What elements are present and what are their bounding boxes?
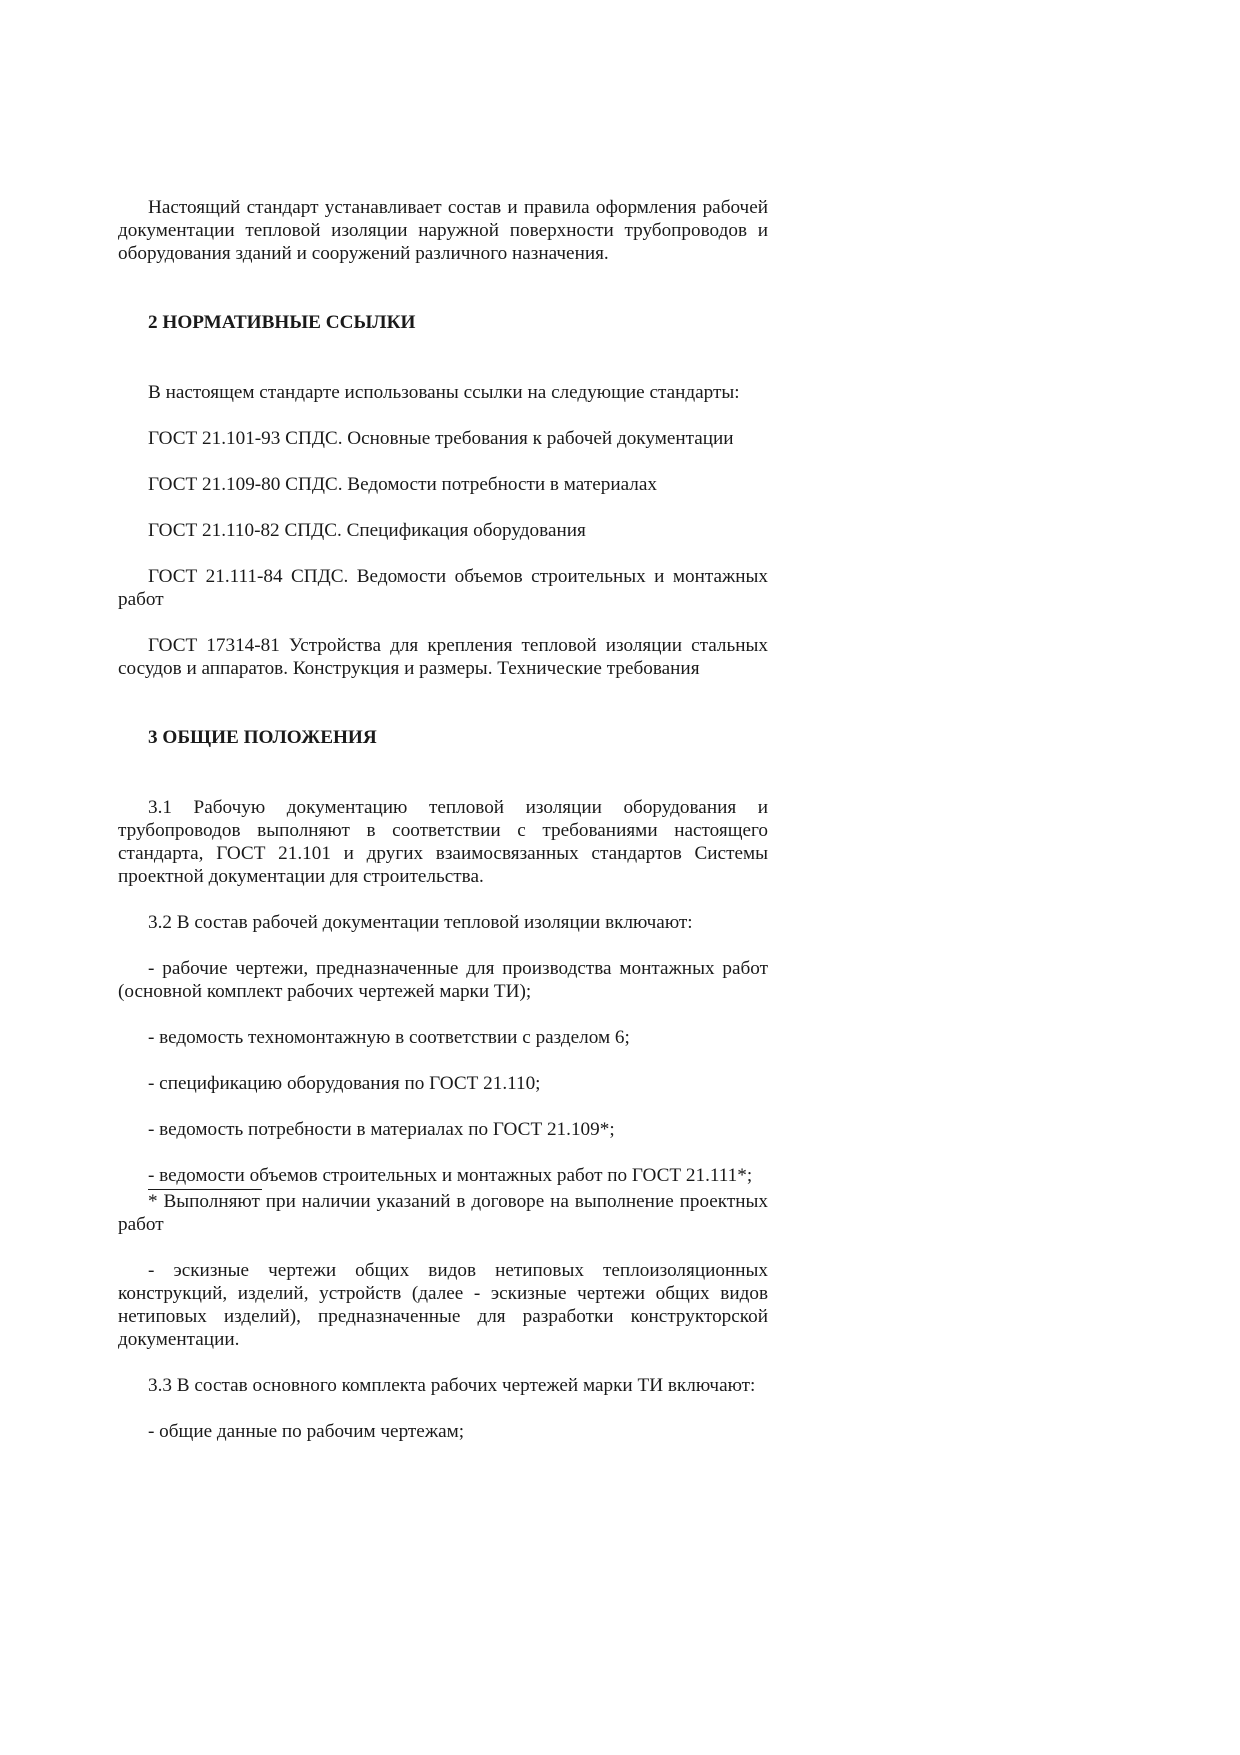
list-item: - общие данные по рабочим чертежам; <box>148 1421 465 1442</box>
list-item: - ведомость потребности в материалах по ГОСТ 21.109*; <box>148 1119 615 1140</box>
intro-paragraph: Настоящий стандарт устанавливает состав и правила оформления рабочей документации тепловой изоляции наружной поверхности трубопроводов и оборудования зданий и сооружений различного назначения. <box>118 197 768 264</box>
list-item: - спецификацию оборудования по ГОСТ 21.110; <box>148 1073 541 1094</box>
reference-item: ГОСТ 17314-81 Устройства для крепления тепловой изоляции стальных сосудов и аппаратов. Конструкция и размеры. Технические требования <box>118 635 768 679</box>
paragraph-3-2: 3.2 В состав рабочей документации тепловой изоляции включают: <box>148 912 693 933</box>
section-2-heading: 2 НОРМАТИВНЫЕ ССЫЛКИ <box>148 312 416 333</box>
reference-item: ГОСТ 21.101-93 СПДС. Основные требования к рабочей документации <box>148 428 734 449</box>
list-item: - ведомость техномонтажную в соответствии с разделом 6; <box>148 1027 630 1048</box>
section-2-lead: В настоящем стандарте использованы ссылки на следующие стандарты: <box>148 382 740 403</box>
paragraph-3-1: 3.1 Рабочую документацию тепловой изоляции оборудования и трубопроводов выполняют в соответствии с требованиями настоящего стандарта, ГОСТ 21.101 и других взаимосвязанных стандартов Системы проектной документации для строительства. <box>118 797 768 887</box>
footnote: * Выполняют при наличии указаний в договоре на выполнение проектных работ <box>118 1191 768 1235</box>
list-item: - эскизные чертежи общих видов нетиповых теплоизоляционных конструкций, изделий, устройств (далее - эскизные чертежи общих видов нетиповых изделий), предназначенные для разработки конструкторской документации. <box>118 1260 768 1350</box>
list-item: - ведомости объемов строительных и монтажных работ по ГОСТ 21.111*; <box>148 1165 753 1186</box>
document-page <box>118 196 768 1443</box>
reference-item: ГОСТ 21.111-84 СПДС. Ведомости объемов строительных и монтажных работ <box>118 566 768 610</box>
reference-item: ГОСТ 21.109-80 СПДС. Ведомости потребности в материалах <box>148 474 657 495</box>
list-item: - рабочие чертежи, предназначенные для производства монтажных работ (основной комплект рабочих чертежей марки ТИ); <box>118 958 768 1002</box>
reference-item: ГОСТ 21.110-82 СПДС. Спецификация оборудования <box>148 520 586 541</box>
paragraph-3-3: 3.3 В состав основного комплекта рабочих чертежей марки ТИ включают: <box>148 1375 756 1396</box>
section-3-heading: 3 ОБЩИЕ ПОЛОЖЕНИЯ <box>148 727 377 748</box>
